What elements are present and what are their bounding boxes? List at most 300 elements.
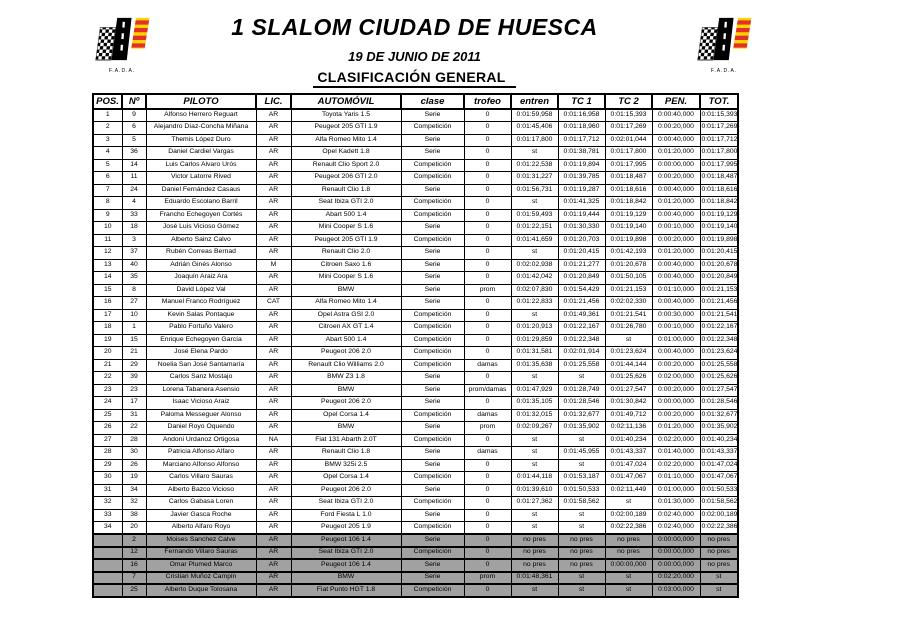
cell-num: 26 bbox=[122, 459, 146, 472]
cell-lic: AR bbox=[256, 322, 291, 335]
cell-piloto: Themis López Duro bbox=[146, 134, 256, 147]
cell-clase: Serie bbox=[401, 384, 464, 397]
table-row bbox=[93, 459, 738, 472]
cell-automovil: Peugeot 206 GTI 2.0 bbox=[291, 172, 401, 185]
column-header-piloto: PILOTO bbox=[146, 94, 256, 109]
cell-tot: 0:01:58,562 bbox=[700, 497, 738, 510]
cell-pos: 24 bbox=[93, 397, 122, 410]
cell-tot: 0:01:20,415 bbox=[700, 247, 738, 260]
fada-caption-right: F.A.D.A. bbox=[710, 68, 738, 74]
cell-num: 35 bbox=[122, 272, 146, 285]
classification-heading: CLASIFICACIÓN GENERAL bbox=[313, 69, 515, 88]
cell-clase: Serie bbox=[401, 372, 464, 385]
cell-tc2: 0:01:17,995 bbox=[605, 159, 652, 172]
cell-lic: AR bbox=[256, 422, 291, 435]
cell-pen: 0:01:20,000 bbox=[652, 147, 700, 160]
cell-lic: AR bbox=[256, 397, 291, 410]
cell-pos: 5 bbox=[93, 159, 122, 172]
table-row bbox=[93, 497, 738, 510]
cell-tot: 0:01:19,140 bbox=[700, 222, 738, 235]
cell-piloto: Lorena Tabanera Asensio bbox=[146, 384, 256, 397]
cell-trofeo: 0 bbox=[464, 434, 511, 447]
cell-entren: 0:01:45,406 bbox=[511, 122, 558, 135]
cell-num: 27 bbox=[122, 297, 146, 310]
table-row bbox=[93, 384, 738, 397]
cell-tc2: 0:01:17,269 bbox=[605, 122, 652, 135]
fada-logo-left bbox=[93, 16, 151, 74]
cell-pen: 0:00:20,000 bbox=[652, 409, 700, 422]
cell-trofeo: 0 bbox=[464, 484, 511, 497]
fada-checkered-flag-icon bbox=[696, 49, 752, 66]
cell-entren: st bbox=[511, 447, 558, 460]
cell-tc2: 0:01:19,129 bbox=[605, 209, 652, 222]
cell-clase: Serie bbox=[401, 247, 464, 260]
cell-trofeo: 0 bbox=[464, 397, 511, 410]
cell-piloto: Joaquín Araiz Ara bbox=[146, 272, 256, 285]
cell-automovil: Seat Ibiza GTI 2.0 bbox=[291, 547, 401, 560]
cell-tc1: 0:01:22,167 bbox=[558, 322, 605, 335]
cell-tc2: 0:01:40,234 bbox=[605, 434, 652, 447]
cell-lic: AR bbox=[256, 272, 291, 285]
cell-tc1: 0:01:30,330 bbox=[558, 222, 605, 235]
cell-pos: 3 bbox=[93, 134, 122, 147]
cell-trofeo: prom bbox=[464, 572, 511, 585]
cell-pos: 18 bbox=[93, 322, 122, 335]
cell-tc1: 0:01:32,677 bbox=[558, 409, 605, 422]
cell-num: 1 bbox=[122, 322, 146, 335]
table-row bbox=[93, 434, 738, 447]
cell-lic: AR bbox=[256, 222, 291, 235]
cell-tc1: no pres bbox=[558, 547, 605, 560]
cell-trofeo: 0 bbox=[464, 209, 511, 222]
cell-piloto: Marciano Alfonso Alfonso bbox=[146, 459, 256, 472]
column-header-pen: PEN. bbox=[652, 94, 700, 109]
cell-lic: AR bbox=[256, 122, 291, 135]
column-header-pos: POS. bbox=[93, 94, 122, 109]
cell-pos: 28 bbox=[93, 447, 122, 460]
cell-num: 6 bbox=[122, 122, 146, 135]
cell-clase: Competición bbox=[401, 584, 464, 597]
cell-tc1: 0:01:18,960 bbox=[558, 122, 605, 135]
cell-tc2: st bbox=[605, 584, 652, 597]
cell-tot: 0:01:17,269 bbox=[700, 122, 738, 135]
cell-automovil: Abart 500 1.4 bbox=[291, 334, 401, 347]
cell-entren: 0:01:27,362 bbox=[511, 497, 558, 510]
cell-lic: AR bbox=[256, 547, 291, 560]
cell-tot: 0:01:17,800 bbox=[700, 147, 738, 160]
cell-pen: 0:00:00,000 bbox=[652, 547, 700, 560]
cell-entren: 0:01:47,929 bbox=[511, 384, 558, 397]
cell-num: 11 bbox=[122, 172, 146, 185]
cell-pos: 13 bbox=[93, 259, 122, 272]
cell-num: 31 bbox=[122, 409, 146, 422]
cell-num: 2 bbox=[122, 534, 146, 547]
cell-pos: 34 bbox=[93, 522, 122, 535]
cell-num: 12 bbox=[122, 547, 146, 560]
cell-automovil: Mini Cooper S 1.6 bbox=[291, 222, 401, 235]
cell-piloto: Alejandro Díaz-Concha Miñana bbox=[146, 122, 256, 135]
cell-num: 29 bbox=[122, 359, 146, 372]
cell-piloto: Eduardo Escolano Barril bbox=[146, 197, 256, 210]
cell-trofeo: 0 bbox=[464, 497, 511, 510]
table-row bbox=[93, 472, 738, 485]
cell-tot: 0:01:18,487 bbox=[700, 172, 738, 185]
table-row bbox=[93, 284, 738, 297]
cell-piloto: Alfonso Herrero Reguart bbox=[146, 109, 256, 122]
cell-pen: 0:00:20,000 bbox=[652, 359, 700, 372]
cell-entren: 0:01:59,958 bbox=[511, 109, 558, 122]
cell-tot: 0:01:35,902 bbox=[700, 422, 738, 435]
cell-piloto: Carlos Sanz Mostajo bbox=[146, 372, 256, 385]
cell-num: 37 bbox=[122, 247, 146, 260]
cell-tc2: st bbox=[605, 497, 652, 510]
retired-row bbox=[93, 547, 738, 560]
cell-automovil: Peugeot 205 1.9 bbox=[291, 522, 401, 535]
cell-clase: Competición bbox=[401, 197, 464, 210]
cell-lic: AR bbox=[256, 409, 291, 422]
cell-entren: 0:01:31,581 bbox=[511, 347, 558, 360]
cell-entren: 0:02:09,267 bbox=[511, 422, 558, 435]
cell-clase: Serie bbox=[401, 572, 464, 585]
cell-num: 24 bbox=[122, 184, 146, 197]
cell-lic: NA bbox=[256, 434, 291, 447]
cell-pos: 11 bbox=[93, 234, 122, 247]
cell-automovil: Renault Clio 1.8 bbox=[291, 184, 401, 197]
cell-clase: Serie bbox=[401, 147, 464, 160]
cell-automovil: Citroen Saxo 1.6 bbox=[291, 259, 401, 272]
table-row bbox=[93, 247, 738, 260]
cell-lic: AR bbox=[256, 572, 291, 585]
cell-lic: AR bbox=[256, 534, 291, 547]
cell-pen: 0:00:40,000 bbox=[652, 109, 700, 122]
table-row bbox=[93, 209, 738, 222]
cell-pen: 0:01:10,000 bbox=[652, 472, 700, 485]
cell-tc1: 0:01:28,546 bbox=[558, 397, 605, 410]
cell-pen: 0:00:00,000 bbox=[652, 397, 700, 410]
cell-automovil: Alfa Romeo Mito 1.4 bbox=[291, 134, 401, 147]
cell-lic: AR bbox=[256, 334, 291, 347]
cell-pen: 0:00:40,000 bbox=[652, 272, 700, 285]
cell-entren: 0:01:41,659 bbox=[511, 234, 558, 247]
cell-pen: 0:02:20,000 bbox=[652, 572, 700, 585]
cell-tc2: 0:01:42,193 bbox=[605, 247, 652, 260]
cell-pen: 0:00:40,000 bbox=[652, 347, 700, 360]
cell-lic: AR bbox=[256, 172, 291, 185]
cell-num: 40 bbox=[122, 259, 146, 272]
cell-lic: AR bbox=[256, 522, 291, 535]
cell-automovil: Renault Clio 2.0 bbox=[291, 247, 401, 260]
cell-automovil: Peugeot 106 1.4 bbox=[291, 534, 401, 547]
cell-tc2: 0:01:49,712 bbox=[605, 409, 652, 422]
column-header-tc2: TC 2 bbox=[605, 94, 652, 109]
cell-trofeo: prom bbox=[464, 284, 511, 297]
cell-automovil: Ford Fiesta L 1.0 bbox=[291, 509, 401, 522]
cell-tc2: 0:02:11,136 bbox=[605, 422, 652, 435]
cell-trofeo: 0 bbox=[464, 109, 511, 122]
table-row bbox=[93, 297, 738, 310]
cell-tc1: 0:01:21,456 bbox=[558, 297, 605, 310]
cell-lic: AR bbox=[256, 159, 291, 172]
cell-tc2: 0:01:26,780 bbox=[605, 322, 652, 335]
table-row bbox=[93, 509, 738, 522]
cell-piloto: Noelia San José Santamaría bbox=[146, 359, 256, 372]
cell-pen: 0:00:40,000 bbox=[652, 259, 700, 272]
cell-pen: 0:00:00,000 bbox=[652, 159, 700, 172]
cell-tc1: st bbox=[558, 584, 605, 597]
cell-trofeo: 0 bbox=[464, 134, 511, 147]
cell-num: 36 bbox=[122, 147, 146, 160]
cell-pos: 9 bbox=[93, 209, 122, 222]
cell-lic: AR bbox=[256, 147, 291, 160]
table-row bbox=[93, 309, 738, 322]
cell-trofeo: 0 bbox=[464, 259, 511, 272]
cell-tc2: 0:01:18,487 bbox=[605, 172, 652, 185]
table-row bbox=[93, 484, 738, 497]
cell-pos: 12 bbox=[93, 247, 122, 260]
cell-automovil: BMW Z3 1.8 bbox=[291, 372, 401, 385]
cell-tot: 0:01:22,167 bbox=[700, 322, 738, 335]
cell-entren: st bbox=[511, 197, 558, 210]
cell-clase: Competición bbox=[401, 409, 464, 422]
cell-piloto: Patricia Alfonso Alfaro bbox=[146, 447, 256, 460]
cell-tc1: 0:01:53,187 bbox=[558, 472, 605, 485]
cell-tc1: 0:01:20,703 bbox=[558, 234, 605, 247]
cell-entren: 0:01:29,859 bbox=[511, 334, 558, 347]
cell-piloto: Daniel Fernández Casaus bbox=[146, 184, 256, 197]
cell-pen: 0:02:00,000 bbox=[652, 372, 700, 385]
cell-entren: 0:01:59,493 bbox=[511, 209, 558, 222]
cell-pen: 0:02:40,000 bbox=[652, 522, 700, 535]
cell-automovil: Citroen AX GT 1.4 bbox=[291, 322, 401, 335]
cell-pen: 0:01:30,000 bbox=[652, 497, 700, 510]
cell-num: 19 bbox=[122, 472, 146, 485]
cell-tc2: 0:01:30,842 bbox=[605, 397, 652, 410]
fada-caption-left: F.A.D.A. bbox=[108, 68, 136, 74]
cell-tot: 0:01:17,995 bbox=[700, 159, 738, 172]
cell-num: 3 bbox=[122, 234, 146, 247]
column-header-lic: LIC. bbox=[256, 94, 291, 109]
cell-tot: 0:01:25,626 bbox=[700, 372, 738, 385]
cell-automovil: Peugeot 206 2.0 bbox=[291, 347, 401, 360]
cell-piloto: Victor Latorre Rived bbox=[146, 172, 256, 185]
cell-num: 21 bbox=[122, 347, 146, 360]
cell-piloto: Andoni Urdanoz Ortigosa bbox=[146, 434, 256, 447]
cell-tot: 0:01:25,558 bbox=[700, 359, 738, 372]
cell-trofeo: 0 bbox=[464, 222, 511, 235]
cell-tc1: st bbox=[558, 372, 605, 385]
cell-pen: 0:01:00,000 bbox=[652, 334, 700, 347]
cell-pos: 6 bbox=[93, 172, 122, 185]
cell-piloto: Rubén Correas Bernad bbox=[146, 247, 256, 260]
cell-trofeo: prom/damas bbox=[464, 384, 511, 397]
cell-piloto: José Luis Vicioso Gómez bbox=[146, 222, 256, 235]
fada-logo-right bbox=[695, 16, 753, 74]
cell-clase: Serie bbox=[401, 559, 464, 572]
cell-piloto: Alberto Sainz Calvo bbox=[146, 234, 256, 247]
cell-num: 7 bbox=[122, 572, 146, 585]
cell-trofeo: damas bbox=[464, 447, 511, 460]
cell-entren: 0:01:17,800 bbox=[511, 134, 558, 147]
cell-trofeo: 0 bbox=[464, 372, 511, 385]
cell-tc2: 0:01:17,800 bbox=[605, 147, 652, 160]
cell-clase: Serie bbox=[401, 297, 464, 310]
cell-pen: 0:00:40,000 bbox=[652, 209, 700, 222]
cell-pen: 0:01:40,000 bbox=[652, 447, 700, 460]
classification-heading-wrap bbox=[92, 69, 737, 88]
table-row bbox=[93, 322, 738, 335]
cell-entren: st bbox=[511, 434, 558, 447]
event-date: 19 DE JUNIO DE 2011 bbox=[348, 49, 481, 64]
cell-pen: 0:00:40,000 bbox=[652, 297, 700, 310]
cell-pen: 0:01:20,000 bbox=[652, 422, 700, 435]
cell-trofeo: 0 bbox=[464, 197, 511, 210]
cell-tc1: 0:01:21,277 bbox=[558, 259, 605, 272]
cell-trofeo: 0 bbox=[464, 559, 511, 572]
cell-pos bbox=[93, 547, 122, 560]
cell-tot: 0:01:21,153 bbox=[700, 284, 738, 297]
cell-entren: no pres bbox=[511, 547, 558, 560]
cell-piloto: Carlos Villaro Sauras bbox=[146, 472, 256, 485]
table-row bbox=[93, 134, 738, 147]
cell-entren: 0:01:22,833 bbox=[511, 297, 558, 310]
cell-entren: st bbox=[511, 509, 558, 522]
cell-lic: AR bbox=[256, 372, 291, 385]
cell-piloto: Paloma Messeguer Alonso bbox=[146, 409, 256, 422]
cell-pos: 25 bbox=[93, 409, 122, 422]
cell-clase: Competición bbox=[401, 347, 464, 360]
cell-tc2: 0:02:11,449 bbox=[605, 484, 652, 497]
cell-num: 30 bbox=[122, 447, 146, 460]
cell-entren: 0:01:39,610 bbox=[511, 484, 558, 497]
cell-lic: AR bbox=[256, 447, 291, 460]
cell-clase: Serie bbox=[401, 509, 464, 522]
event-title: 1 SLALOM CIUDAD DE HUESCA bbox=[231, 14, 598, 40]
table-row bbox=[93, 234, 738, 247]
cell-num: 9 bbox=[122, 109, 146, 122]
cell-automovil: Peugeot 106 1.4 bbox=[291, 559, 401, 572]
cell-tc1: 0:01:20,849 bbox=[558, 272, 605, 285]
cell-pos: 15 bbox=[93, 284, 122, 297]
cell-pen: 0:00:10,000 bbox=[652, 322, 700, 335]
cell-tc2: 0:01:23,624 bbox=[605, 347, 652, 360]
cell-automovil: Abart 500 1.4 bbox=[291, 209, 401, 222]
cell-num: 4 bbox=[122, 197, 146, 210]
cell-tc2: 0:01:47,024 bbox=[605, 459, 652, 472]
cell-clase: Competición bbox=[401, 434, 464, 447]
cell-tot: no pres bbox=[700, 534, 738, 547]
table-row bbox=[93, 397, 738, 410]
cell-pos: 2 bbox=[93, 122, 122, 135]
cell-trofeo: 0 bbox=[464, 309, 511, 322]
cell-pen: 0:03:00,000 bbox=[652, 584, 700, 597]
cell-piloto: Moises Sanchez Calve bbox=[146, 534, 256, 547]
cell-trofeo: 0 bbox=[464, 247, 511, 260]
cell-piloto: Alberto Duque Tolosana bbox=[146, 584, 256, 597]
retired-row bbox=[93, 572, 738, 585]
cell-tot: no pres bbox=[700, 559, 738, 572]
cell-clase: Competición bbox=[401, 497, 464, 510]
cell-trofeo: damas bbox=[464, 359, 511, 372]
cell-pen: 0:00:20,000 bbox=[652, 384, 700, 397]
cell-trofeo: 0 bbox=[464, 547, 511, 560]
cell-automovil: Renault Clio 1.8 bbox=[291, 447, 401, 460]
table-row bbox=[93, 222, 738, 235]
cell-pos: 31 bbox=[93, 484, 122, 497]
cell-pos: 27 bbox=[93, 434, 122, 447]
cell-pen: 0:02:20,000 bbox=[652, 434, 700, 447]
table-row bbox=[93, 334, 738, 347]
cell-tc1: 0:01:20,415 bbox=[558, 247, 605, 260]
fada-checkered-flag-icon bbox=[94, 49, 150, 66]
cell-tc2: 0:01:21,541 bbox=[605, 309, 652, 322]
cell-tc2: 0:01:19,140 bbox=[605, 222, 652, 235]
cell-tot: 0:01:23,624 bbox=[700, 347, 738, 360]
cell-tc2: 0:01:44,144 bbox=[605, 359, 652, 372]
cell-lic: AR bbox=[256, 497, 291, 510]
cell-automovil: Peugeot 206 2.0 bbox=[291, 397, 401, 410]
cell-num: 22 bbox=[122, 422, 146, 435]
column-header-tc1: TC 1 bbox=[558, 94, 605, 109]
results-sheet bbox=[92, 0, 737, 598]
cell-tc1: st bbox=[558, 459, 605, 472]
cell-tc2: 0:01:18,842 bbox=[605, 197, 652, 210]
cell-clase: Serie bbox=[401, 284, 464, 297]
cell-piloto: Javier Gasca Roche bbox=[146, 509, 256, 522]
cell-tot: 0:01:43,337 bbox=[700, 447, 738, 460]
cell-tc1: 0:02:01,914 bbox=[558, 347, 605, 360]
cell-tc1: 0:01:50,533 bbox=[558, 484, 605, 497]
cell-tc1: 0:01:54,429 bbox=[558, 284, 605, 297]
cell-entren: 0:01:22,151 bbox=[511, 222, 558, 235]
cell-num: 15 bbox=[122, 334, 146, 347]
cell-lic: AR bbox=[256, 209, 291, 222]
cell-piloto: Pablo Fortuño Valero bbox=[146, 322, 256, 335]
cell-piloto: Isaac Vicioso Araiz bbox=[146, 397, 256, 410]
column-header-entren: entren bbox=[511, 94, 558, 109]
cell-tot: 0:01:22,348 bbox=[700, 334, 738, 347]
cell-trofeo: 0 bbox=[464, 347, 511, 360]
cell-lic: AR bbox=[256, 584, 291, 597]
cell-tot: no pres bbox=[700, 547, 738, 560]
cell-num: 17 bbox=[122, 397, 146, 410]
cell-piloto: Enrique Echegoyen García bbox=[146, 334, 256, 347]
cell-clase: Serie bbox=[401, 459, 464, 472]
cell-piloto: Adrián Ginés Alonso bbox=[146, 259, 256, 272]
cell-lic: AR bbox=[256, 509, 291, 522]
cell-trofeo: 0 bbox=[464, 322, 511, 335]
cell-lic: AR bbox=[256, 559, 291, 572]
cell-pen: 0:00:20,000 bbox=[652, 172, 700, 185]
cell-automovil: Fiat 131 Abarth 2.0T bbox=[291, 434, 401, 447]
table-row bbox=[93, 159, 738, 172]
cell-pen: 0:00:00,000 bbox=[652, 534, 700, 547]
cell-pos: 16 bbox=[93, 297, 122, 310]
cell-clase: Serie bbox=[401, 259, 464, 272]
cell-num: 38 bbox=[122, 509, 146, 522]
cell-tot: 0:01:20,678 bbox=[700, 259, 738, 272]
cell-tc1: 0:01:16,958 bbox=[558, 109, 605, 122]
cell-tot: st bbox=[700, 584, 738, 597]
cell-pen: 0:00:20,000 bbox=[652, 234, 700, 247]
cell-tc1: 0:01:41,325 bbox=[558, 197, 605, 210]
cell-num: 23 bbox=[122, 384, 146, 397]
cell-tc2: 0:01:27,547 bbox=[605, 384, 652, 397]
cell-entren: st bbox=[511, 147, 558, 160]
cell-piloto: Manuel Franco Rodríguez bbox=[146, 297, 256, 310]
cell-automovil: Opel Corsa 1.4 bbox=[291, 409, 401, 422]
cell-lic: AR bbox=[256, 484, 291, 497]
cell-lic: M bbox=[256, 259, 291, 272]
